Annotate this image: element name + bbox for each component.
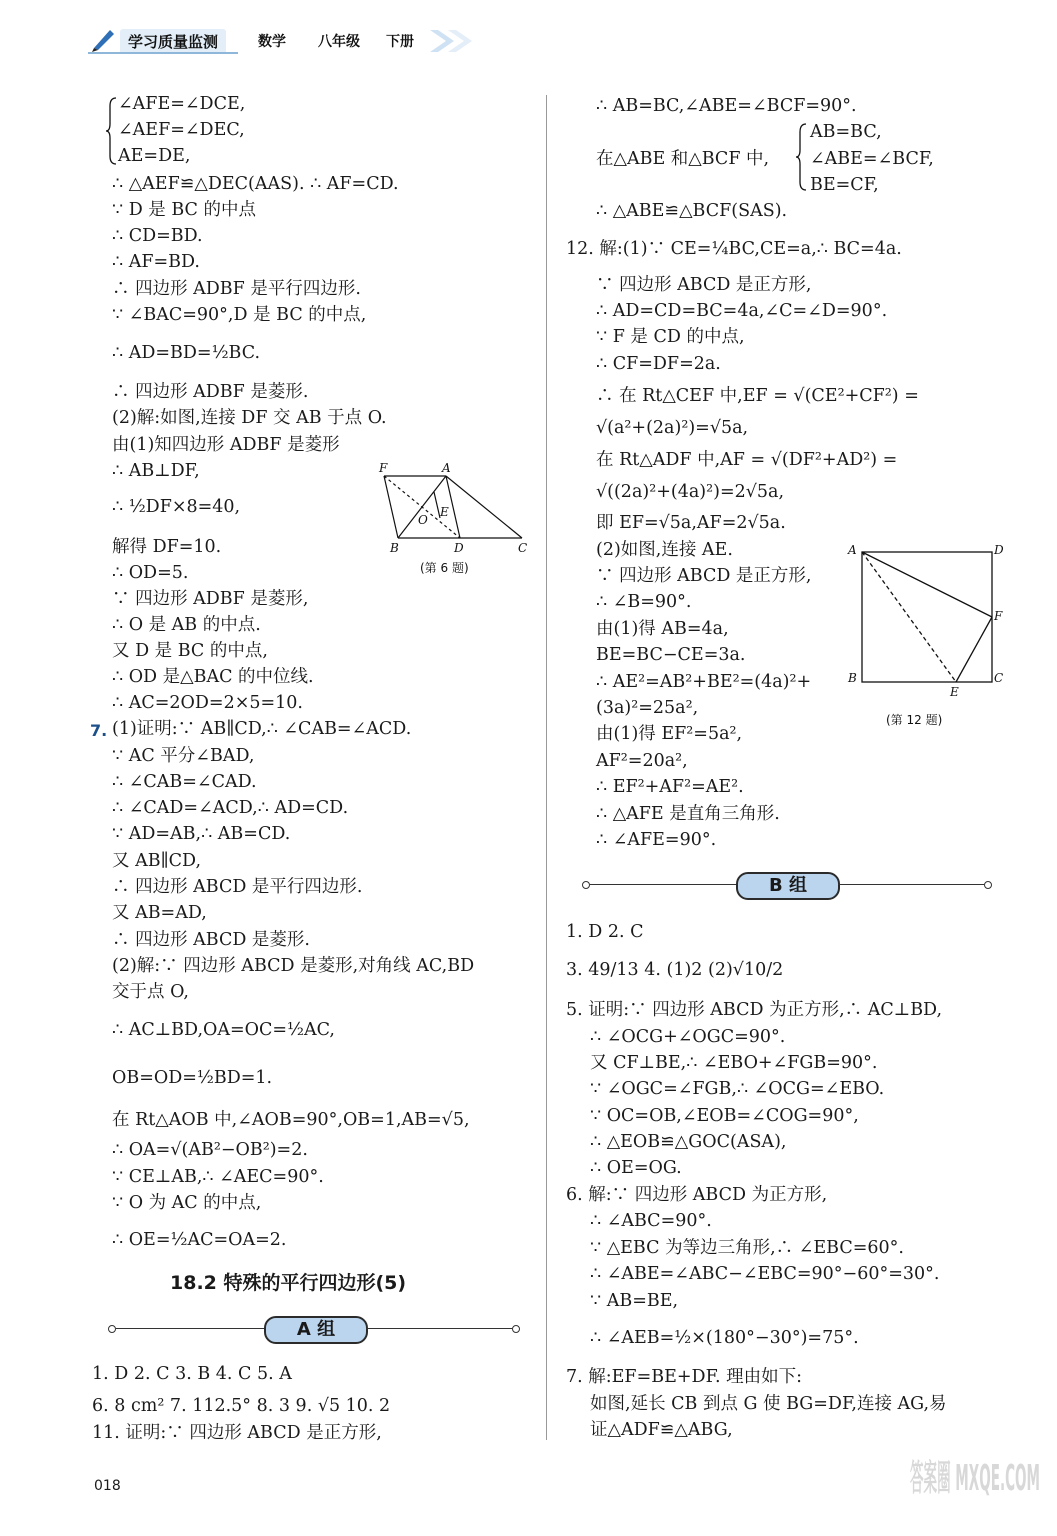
text-line: ∴ AF=BD.: [112, 252, 200, 272]
text-line: 交于点 O,: [112, 982, 189, 1002]
fig6-label: O: [418, 513, 428, 527]
text-line: 由(1)得 EF²=5a²,: [596, 724, 743, 744]
text-line: (3a)²=25a²,: [596, 698, 699, 718]
text-line: ∴ 四边形 ADBF 是平行四边形.: [112, 279, 361, 299]
text-line: 在 Rt△ADF 中,AF = √(DF²+AD²) =: [596, 450, 898, 470]
text-line: (2)解:∵ 四边形 ABCD 是菱形,对角线 AC,BD: [112, 956, 475, 976]
text-line: 又 AB∥CD,: [112, 851, 202, 871]
brace-icon: [796, 122, 808, 192]
text-line: BE=BC−CE=3a.: [596, 645, 746, 665]
text-line: 如图,延长 CB 到点 G 使 BG=DF,连接 AG,易: [590, 1394, 947, 1414]
watermark-logo: [905, 1440, 1045, 1530]
group-a-label: A 组: [264, 1316, 368, 1344]
text-line: AB=BC,: [810, 122, 882, 142]
text-line: AF²=20a²,: [596, 751, 688, 771]
text-line: 由(1)知四边形 ADBF 是菱形: [112, 435, 340, 455]
subject-label: 数学: [258, 34, 286, 50]
fig6-label: D: [454, 541, 464, 555]
page-number: 018: [94, 1478, 121, 1494]
text-line: ∵ △EBC 为等边三角形,∴ ∠EBC=60°.: [590, 1238, 904, 1258]
text-line: OB=OD=½BD=1.: [112, 1068, 273, 1088]
text-line: 6. 解:∵ 四边形 ABCD 为正方形,: [566, 1185, 828, 1205]
text-line: 由(1)得 AB=4a,: [596, 619, 729, 639]
fig6-label: B: [390, 541, 399, 555]
text-line: ∴ ∠ABC=90°.: [590, 1211, 712, 1231]
text-line: ∴ △AFE 是直角三角形.: [596, 804, 780, 824]
text-line: 7. 解:EF=BE+DF. 理由如下:: [566, 1367, 803, 1387]
text-line: ∴ OE=OG.: [590, 1158, 682, 1178]
text-line: (2)解:如图,连接 DF 交 AB 于点 O.: [112, 408, 387, 428]
text-line: ∵ F 是 CD 的中点,: [596, 327, 745, 347]
text-line: ∴ ∠CAB=∠CAD.: [112, 772, 257, 792]
figure12-caption: (第 12 题): [886, 713, 943, 727]
text-line: 5. 证明:∵ 四边形 ABCD 为正方形,∴ AC⊥BD,: [566, 1000, 943, 1020]
text-line: ∴ O 是 AB 的中点.: [112, 615, 261, 635]
group-a-banner: [108, 1314, 520, 1344]
text-line: ∵ 四边形 ABCD 是正方形,: [596, 275, 812, 295]
text-line: ∴ ½DF×8=40,: [112, 497, 241, 517]
text-line: ∴ 四边形 ADBF 是菱形.: [112, 382, 309, 402]
text-line: BE=CF,: [810, 175, 879, 195]
fig6-label: F: [379, 461, 388, 475]
text-line: ∴ AD=CD=BC=4a,∠C=∠D=90°.: [596, 301, 888, 321]
text-line: ∴ OD=5.: [112, 563, 189, 583]
answer-line: 11. 证明:∵ 四边形 ABCD 是正方形,: [92, 1423, 382, 1443]
text-line: 12. 解:(1)∵ CE=¼BC,CE=a,∴ BC=4a.: [566, 239, 902, 259]
text-line: ∴ 四边形 ABCD 是平行四边形.: [112, 877, 363, 897]
text-line: 又 AB=AD,: [112, 903, 207, 923]
text-line: 又 CF⊥BE,∴ ∠EBO+∠FGB=90°.: [590, 1053, 878, 1073]
text-line: ∴ 四边形 ABCD 是菱形.: [112, 930, 310, 950]
fig12-label: E: [950, 685, 959, 699]
answer-line: 1. D 2. C: [566, 922, 644, 942]
chevron-decoration-icon: [430, 28, 480, 54]
text-line: ∵ ∠BAC=90°,D 是 BC 的中点,: [112, 305, 367, 325]
text-line: ∴ ∠AEB=½×(180°−30°)=75°.: [590, 1328, 859, 1348]
fig12-label: D: [994, 543, 1004, 557]
text-line: ∠AEF=∠DEC,: [118, 120, 245, 140]
text-line: ∴ OE=½AC=OA=2.: [112, 1230, 287, 1250]
text-line: 又 D 是 BC 的中点,: [112, 641, 268, 661]
answer-line: 3. 49/13 4. (1)2 (2)√10/2: [566, 960, 784, 980]
text-line: √((2a)²+(4a)²)=2√5a,: [596, 482, 785, 502]
text-line: ∴ CF=DF=2a.: [596, 354, 721, 374]
text-line: ∴ ∠CAD=∠ACD,∴ AD=CD.: [112, 798, 349, 818]
text-line: ∴ AB=BC,∠ABE=∠BCF=90°.: [596, 96, 857, 116]
text-line: ∴ ∠B=90°.: [596, 592, 692, 612]
text-line: ∴ OA=√(AB²−OB²)=2.: [112, 1140, 308, 1160]
text-line: √(a²+(2a)²)=√5a,: [596, 418, 749, 438]
text-line: ∴ ∠OCG+∠OGC=90°.: [590, 1027, 786, 1047]
fig12-label: C: [994, 671, 1004, 685]
text-line: ∵ D 是 BC 的中点: [112, 200, 256, 220]
text-line: 在 Rt△AOB 中,∠AOB=90°,OB=1,AB=√5,: [112, 1110, 470, 1130]
text-line: (2)如图,连接 AE.: [596, 540, 733, 560]
watermark-text: 答案圈 MXQE.COM: [910, 1458, 1040, 1499]
text-line: ∵ AC 平分∠BAD,: [112, 746, 255, 766]
text-line: ∴ EF²+AF²=AE².: [596, 777, 744, 797]
text-line: 即 EF=√5a,AF=2√5a.: [596, 513, 786, 533]
text-line: AE=DE,: [118, 146, 191, 166]
text-line: 解得 DF=10.: [112, 537, 222, 557]
text-line: ∵ 四边形 ABCD 是正方形,: [596, 566, 812, 586]
text-line: ∵ OC=OB,∠EOB=∠COG=90°,: [590, 1106, 859, 1126]
text-line: ∠AFE=∠DCE,: [118, 94, 246, 114]
text-line: ∴ AC⊥BD,OA=OC=½AC,: [112, 1020, 335, 1040]
text-line: ∴ 在 Rt△CEF 中,EF = √(CE²+CF²) =: [596, 386, 919, 406]
answer-line: 6. 8 cm² 7. 112.5° 8. 3 9. √5 10. 2: [92, 1396, 391, 1416]
figure6-caption: (第 6 题): [420, 561, 469, 575]
text-line: ∵ 四边形 ADBF 是菱形,: [112, 589, 309, 609]
text-line: ∴ △ABE≌△BCF(SAS).: [596, 201, 788, 221]
text-line: ∴ △AEF≌△DEC(AAS). ∴ AF=CD.: [112, 174, 399, 194]
text-line: 证△ADF≌△ABG,: [590, 1420, 733, 1440]
brand-label: 学习质量监测: [120, 29, 226, 54]
fig12-label: A: [848, 543, 857, 557]
brace-icon: [106, 96, 118, 166]
text-line: 在△ABE 和△BCF 中,: [596, 149, 770, 169]
text-line: ∴ CD=BD.: [112, 226, 203, 246]
figure-6: [376, 458, 536, 578]
fig6-label: E: [440, 505, 449, 519]
figure-12: [844, 538, 1010, 734]
text-line: ∴ AE²=AB²+BE²=(4a)²+: [596, 672, 812, 692]
text-line: ∴ OD 是△BAC 的中位线.: [112, 667, 314, 687]
text-line: ∴ AC=2OD=2×5=10.: [112, 693, 303, 713]
answer-line: 1. D 2. C 3. B 4. C 5. A: [92, 1364, 292, 1384]
text-line: ∴ ∠AFE=90°.: [596, 830, 717, 850]
section-title: 18.2 特殊的平行四边形(5): [170, 1272, 407, 1294]
group-b-label: B 组: [736, 872, 840, 900]
text-line: ∴ ∠ABE=∠ABC−∠EBC=90°−60°=30°.: [590, 1264, 940, 1284]
column-divider: [546, 95, 547, 1440]
text-line: ∵ AD=AB,∴ AB=CD.: [112, 824, 291, 844]
fig12-label: B: [848, 671, 857, 685]
fig6-label: A: [442, 461, 451, 475]
text-line: ∵ AB=BE,: [590, 1291, 679, 1311]
fig12-label: F: [994, 609, 1003, 623]
header-rule: [88, 52, 238, 54]
question-number: 7.: [90, 721, 108, 740]
group-b-banner: [582, 870, 992, 900]
text-line: ∴ AD=BD=½BC.: [112, 343, 261, 363]
text-line: ∠ABE=∠BCF,: [810, 149, 934, 169]
text-line: (1)证明:∵ AB∥CD,∴ ∠CAB=∠ACD.: [112, 719, 412, 739]
volume-label: 下册: [386, 34, 414, 50]
grade-label: 八年级: [318, 34, 360, 50]
fig6-label: C: [518, 541, 528, 555]
text-line: ∴ AB⊥DF,: [112, 461, 200, 481]
text-line: ∴ △EOB≌△GOC(ASA),: [590, 1132, 787, 1152]
text-line: ∵ CE⊥AB,∴ ∠AEC=90°.: [112, 1167, 324, 1187]
text-line: ∵ ∠OGC=∠FGB,∴ ∠OCG=∠EBO.: [590, 1079, 885, 1099]
pen-icon: [90, 26, 118, 52]
text-line: ∵ O 为 AC 的中点,: [112, 1193, 262, 1213]
